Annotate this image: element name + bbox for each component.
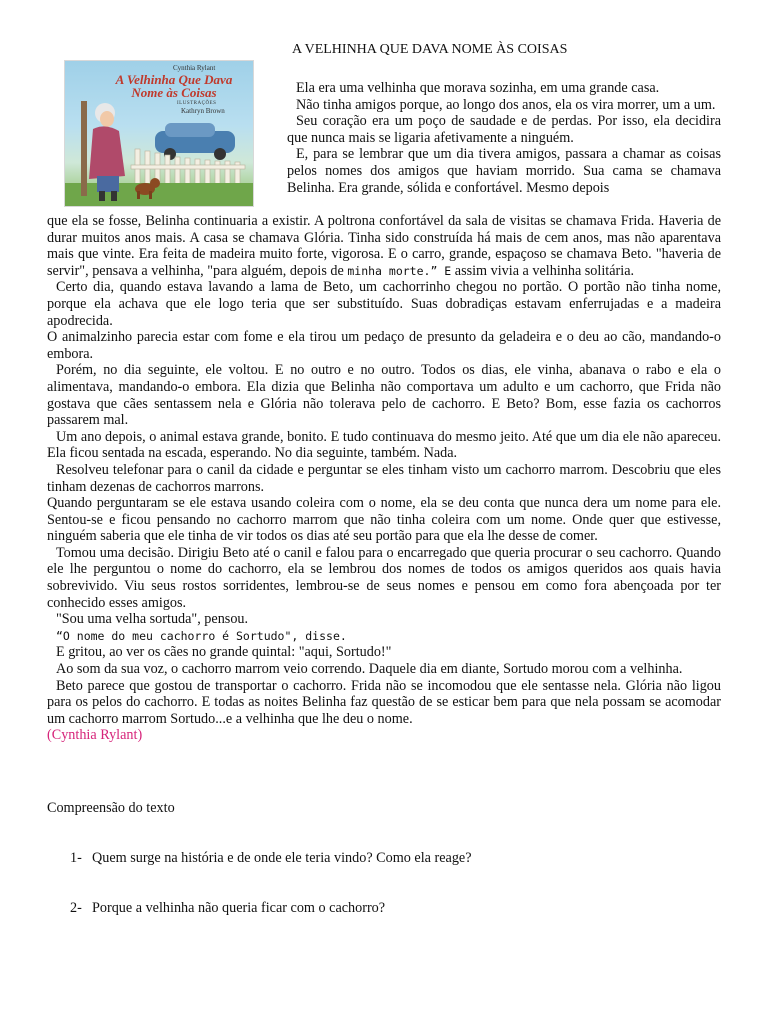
- paragraph: Certo dia, quando estava lavando a lama de Beto, um cachorrinho chegou no portão. O portão não tinha nome, porque ela achava que ele logo teria que ser substituído. Suas dobradiças estavam enferrujadas e a madeira apodrecida.: [47, 279, 721, 329]
- paragraph: Um ano depois, o animal estava grande, bonito. E tudo continuava do mesmo jeito. Até que um dia ele não apareceu. Ela ficou sentada na escada, esperando. No dia seguinte, também. Nada.: [47, 428, 721, 462]
- question-text: Porque a velhinha não queria ficar com o cachorro?: [92, 900, 386, 916]
- paragraph: Não tinha amigos porque, ao longo dos anos, ela os vira morrer, um a um.: [296, 96, 716, 113]
- story-body: [47, 213, 721, 744]
- mono-text: minha morte.” E: [347, 263, 452, 278]
- paragraph: E gritou, ao ver os cães no grande quintal: "aqui, Sortudo!": [56, 644, 392, 661]
- question-number: 1-: [70, 850, 82, 866]
- paragraph: Quando perguntaram se ele estava usando coleira com o nome, ela se deu conta que nunca dera um nome para ele. Sentou-se e ficou pensando no cachorro marrom que não tinha coleira com um nome. Onde quer que estivesse, ninguém saberia que ele tinha de vir todos os dias até seu portão para que ela lhe desse de comer.: [47, 495, 721, 545]
- intro-column: [287, 80, 721, 196]
- paragraph: "Sou uma velha sortuda", pensou.: [56, 611, 249, 628]
- paragraph: Ao som da sua voz, o cachorro marrom veio correndo. Daquele dia em diante, Sortudo morou com a velhinha.: [56, 661, 683, 678]
- paragraph-continuation: que ela se fosse, Belinha continuaria a existir. A poltrona confortável da sala de visitas se chamava Frida. Haveria de durar muitos anos mais. A casa se chamava Glória. Tinha sido construída há mais de cem anos, mas não aparentava mais que vinte. Era feita de madeira muito forte, vigorosa. E o carro, grande, espaçoso se chamava Beto. "haveria de servir", pensava a velhinha, "para alguém, depois de minha morte.” E assim vivia a velhinha solitária.: [47, 213, 721, 279]
- paragraph: Ela era uma velhinha que morava sozinha, em uma grande casa.: [296, 80, 660, 96]
- question-item: [70, 850, 472, 867]
- cover-illustrator: Kathryn Brown: [181, 107, 225, 115]
- page-title: A VELHINHA QUE DAVA NOME ÀS COISAS: [292, 42, 568, 57]
- book-cover-image: [64, 60, 254, 207]
- paragraph: Beto parece que gostou de transportar o cachorro. Frida não se incomodou que ele sentasse nela. Glória não ligou para os pelos do cachorro. E todas as noites Belinha faz questão de se esticar bem para que nela possam se acomodar um cachorro marrom Sortudo...e a velhinha que lhe deu o nome.: [47, 677, 721, 727]
- question-text: Quem surge na história e de onde ele teria vindo? Como ela reage?: [92, 850, 472, 866]
- mono-quote: “O nome do meu cachorro é Sortudo", disse.: [56, 628, 347, 643]
- cover-illustrated-by: ILUSTRAÇÕES: [177, 101, 217, 106]
- paragraph: O animalzinho parecia estar com fome e ela tirou um pedaço de presunto da geladeira e o deu ao cão, mandando-o embora.: [47, 329, 721, 362]
- cover-author: Cynthia Rylant: [173, 64, 216, 72]
- paragraph: Seu coração era um poço de saudade e de perdas. Por isso, ela decidira que nunca mais se ligaria afetivamente a ninguém.: [287, 113, 721, 146]
- cover-title: A Velhinha Que Dava Nome às Coisas: [115, 72, 233, 100]
- section-heading: Compreensão do texto: [47, 800, 175, 816]
- paragraph: E, para se lembrar que um dia tivera amigos, passara a chamar as coisas pelos nomes dos amigos que haviam morrido. Sua cama se chamava Belinha. Era grande, sólida e confortável. Mesmo depois: [287, 146, 721, 196]
- paragraph: Tomou uma decisão. Dirigiu Beto até o canil e falou para o encarregado que queria procurar o seu cachorro. Quando ele lhe perguntou o nome do cachorro, ela se lembrou dos nomes de todos os amigos queridos aos quais havia sobrevivido. Viu seus rostos sorridentes, lembrou-se de seus nomes e pensou em como fora abençoada por ter conhecido esses amigos.: [47, 544, 721, 611]
- paragraph: Porém, no dia seguinte, ele voltou. E no outro e no outro. Todos os dias, ele vinha, abanava o rabo e ela o alimentava, mandando-o embora. Ela dizia que Belinha não comportava um adulto e um cachorro, que Frida não gostava que cães sentassem nela e Glória não tolerava pelo de cachorro. E Beto? Bom, esse fazia os cachorros passarem mal.: [47, 362, 721, 429]
- paragraph: Resolveu telefonar para o canil da cidade e perguntar se eles tinham visto um cachorro marrom. Descobriu que eles tinham dezenas de cachorros marrons.: [47, 461, 721, 495]
- paragraph: [47, 628, 721, 645]
- question-item: [70, 900, 385, 917]
- question-number: 2-: [70, 900, 82, 916]
- author-credit: (Cynthia Rylant): [47, 727, 143, 744]
